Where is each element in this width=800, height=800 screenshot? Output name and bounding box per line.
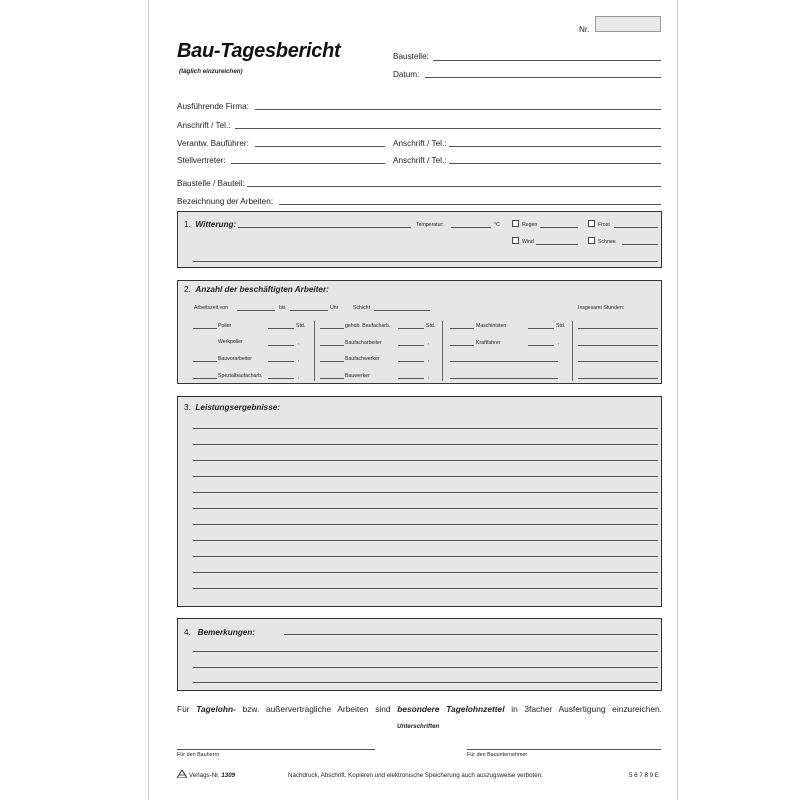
comma-label: ,	[298, 340, 300, 346]
arbeitszeit-bis-line[interactable]	[290, 310, 328, 311]
baufacharbeiter-count-line[interactable]	[320, 345, 344, 346]
leistung-line[interactable]	[193, 492, 658, 493]
nr-field[interactable]	[595, 16, 661, 32]
gehob-std-line[interactable]	[398, 328, 424, 329]
leistung-line[interactable]	[193, 476, 658, 477]
comma-label: ,	[428, 357, 430, 363]
schicht-line[interactable]	[374, 310, 430, 311]
leistung-line[interactable]	[193, 444, 658, 445]
column-divider-3	[572, 321, 573, 381]
bauwerker-count-line[interactable]	[320, 378, 344, 379]
frost-line[interactable]	[614, 227, 658, 228]
celsius-unit: °C	[494, 222, 500, 228]
col1-label-werkpolier: Werkpolier	[218, 339, 243, 345]
leistung-line[interactable]	[193, 572, 658, 573]
kraftfahrer-std-line[interactable]	[528, 345, 554, 346]
firma-label: Ausführende Firma:	[177, 102, 249, 111]
comma-label: ,	[428, 340, 430, 346]
baustelle-line[interactable]	[433, 60, 661, 61]
tagelohn-notice: Für Tagelohn- bzw. außervertragliche Arbeiten sind besondere Tagelohnzettel in 3facher Ausfertigung einzureichen.	[177, 704, 662, 714]
schnee-checkbox[interactable]	[588, 237, 595, 244]
bis-label: bis	[279, 305, 286, 311]
stellvertreter-label: Stellvertreter:	[177, 156, 226, 165]
bauvorarbeiter-count-line[interactable]	[193, 361, 217, 362]
bauführer-label: Verantw. Bauführer:	[177, 139, 249, 148]
leistung-line[interactable]	[193, 428, 658, 429]
leistung-line[interactable]	[193, 588, 658, 589]
comma-label: ,	[558, 340, 560, 346]
nr-label: Nr.	[579, 25, 590, 34]
witterung-line-2[interactable]	[193, 261, 658, 262]
anschrift-3-line[interactable]	[449, 163, 661, 164]
signature-bauunternehmer-label: Für den Bauunternehmer	[467, 752, 528, 758]
witterung-line-1[interactable]	[238, 227, 411, 228]
copyright-notice: Nachdruck, Abschrift, Kopieren und elektronische Speicherung auch auszugsweise verboten.	[288, 772, 543, 779]
bemerkungen-line[interactable]	[193, 682, 658, 683]
arbeiter-title: 2. Anzahl der beschäftigten Arbeiter:	[184, 285, 329, 294]
schnee-label: Schnee	[598, 239, 616, 245]
regen-checkbox[interactable]	[512, 220, 519, 227]
kraftfahrer-count-line[interactable]	[450, 345, 474, 346]
insgesamt-line-3[interactable]	[578, 361, 658, 362]
werkpolier-std-line[interactable]	[268, 345, 294, 346]
insgesamt-line-4[interactable]	[578, 378, 658, 379]
form-sheet	[148, 0, 678, 800]
leistung-line[interactable]	[193, 508, 658, 509]
column3-extra-line-1[interactable]	[450, 361, 558, 362]
signature-bauunternehmer-line[interactable]	[467, 749, 661, 750]
anschrift-3-label: Anschrift / Tel.:	[393, 156, 447, 165]
frost-label: Frost	[598, 222, 610, 228]
baufachwerker-count-line[interactable]	[320, 361, 344, 362]
signature-bauherr-label: Für den Bauherrn	[177, 752, 220, 758]
regen-label: Regen	[522, 222, 538, 228]
col3-label-maschinisten: Maschinisten	[476, 323, 507, 329]
std-label: Std.	[426, 323, 436, 329]
bauteil-line[interactable]	[247, 186, 661, 187]
bezeichnung-line[interactable]	[279, 204, 661, 205]
column-divider-1	[314, 321, 315, 381]
frost-checkbox[interactable]	[588, 220, 595, 227]
signature-bauherr-line[interactable]	[177, 749, 375, 750]
bemerkungen-line[interactable]	[193, 667, 658, 668]
insgesamt-line-2[interactable]	[578, 345, 658, 346]
form-code: 5 6 7 8 9 E	[629, 772, 659, 779]
col1-label-spezial: Spezialbaufacharb.	[218, 373, 263, 379]
col1-label-bauvorarbeiter: Bauvorarbeiter	[218, 356, 253, 362]
anschrift-2-label: Anschrift / Tel.:	[393, 139, 447, 148]
bemerkungen-box	[177, 618, 662, 691]
wind-line[interactable]	[536, 244, 578, 245]
spezial-count-line[interactable]	[193, 378, 217, 379]
leistung-line[interactable]	[193, 524, 658, 525]
column3-extra-line-2[interactable]	[450, 378, 558, 379]
col2-label-gehob: gehob. Baufacharb.	[345, 323, 391, 329]
form-title: Bau-Tagesbericht	[177, 40, 341, 62]
bemerkungen-line[interactable]	[193, 651, 658, 652]
firma-line[interactable]	[255, 109, 661, 110]
col2-label-baufachwerker: Baufachwerker	[345, 356, 380, 362]
leistungsergebnisse-title: 3. Leistungsergebnisse:	[184, 403, 281, 412]
stellvertreter-line[interactable]	[231, 163, 385, 164]
arbeiter-box	[177, 280, 662, 384]
anschrift-2-line[interactable]	[449, 146, 661, 147]
signatures-heading: Unterschriften	[397, 723, 440, 730]
leistung-line[interactable]	[193, 540, 658, 541]
wind-label: Wind	[522, 239, 534, 245]
datum-line[interactable]	[425, 77, 661, 78]
baustelle-label: Baustelle:	[393, 52, 429, 61]
col1-label-polier: Polier	[218, 323, 232, 329]
col2-label-bauwerker: Bauwerker	[345, 373, 370, 379]
gehob-count-line[interactable]	[320, 328, 344, 329]
publisher-logo-icon	[177, 770, 187, 778]
col3-label-kraftfahrer: Kraftfahrer	[476, 340, 501, 346]
spezial-std-line[interactable]	[268, 378, 294, 379]
maschinisten-count-line[interactable]	[450, 328, 474, 329]
arbeitszeit-label: Arbeitszeit von	[194, 305, 229, 311]
anschrift-line[interactable]	[235, 128, 661, 129]
comma-label: ,	[428, 374, 430, 380]
polier-count-line[interactable]	[193, 328, 217, 329]
bezeichnung-label: Bezeichnung der Arbeiten:	[177, 197, 274, 206]
comma-label: ,	[298, 374, 300, 380]
arbeitszeit-von-line[interactable]	[237, 310, 275, 311]
std-label: Std.	[296, 323, 306, 329]
column-divider-2	[442, 321, 443, 381]
regen-line[interactable]	[540, 227, 578, 228]
bauteil-label: Baustelle / Bauteil:	[177, 179, 245, 188]
bemerkungen-title: 4. Bemerkungen:	[184, 628, 255, 637]
std-label: Std.	[556, 323, 566, 329]
schnee-line[interactable]	[622, 244, 658, 245]
witterung-title: 1. Witterung:	[184, 220, 237, 229]
schicht-label: Schicht	[353, 305, 371, 311]
bemerkungen-line-1[interactable]	[284, 634, 658, 635]
polier-std-line[interactable]	[268, 328, 294, 329]
verlags-nr: Verlags-Nr. 1309	[189, 772, 236, 779]
col2-label-baufacharbeiter: Baufacharbeiter	[345, 340, 382, 346]
leistungsergebnisse-box	[177, 396, 662, 607]
witterung-box	[177, 211, 662, 268]
anschrift-label: Anschrift / Tel.:	[177, 121, 231, 130]
temperatur-line[interactable]	[451, 227, 491, 228]
baufacharbeiter-std-line[interactable]	[398, 345, 424, 346]
insgesamt-line-1[interactable]	[578, 328, 658, 329]
bauvorarbeiter-std-line[interactable]	[268, 361, 294, 362]
maschinisten-std-line[interactable]	[528, 328, 554, 329]
bauführer-line[interactable]	[255, 146, 385, 147]
temperatur-label: Temperatur:	[416, 222, 444, 228]
form-subtitle: (täglich einzureichen)	[179, 68, 243, 75]
bauwerker-std-line[interactable]	[398, 378, 424, 379]
leistung-line[interactable]	[193, 460, 658, 461]
datum-label: Datum:	[393, 70, 420, 79]
wind-checkbox[interactable]	[512, 237, 519, 244]
insgesamt-label: Insgesamt Stunden:	[578, 305, 625, 311]
uhr-label: Uhr	[330, 305, 339, 311]
comma-label: ,	[298, 357, 300, 363]
leistung-line[interactable]	[193, 556, 658, 557]
baufachwerker-std-line[interactable]	[398, 361, 424, 362]
